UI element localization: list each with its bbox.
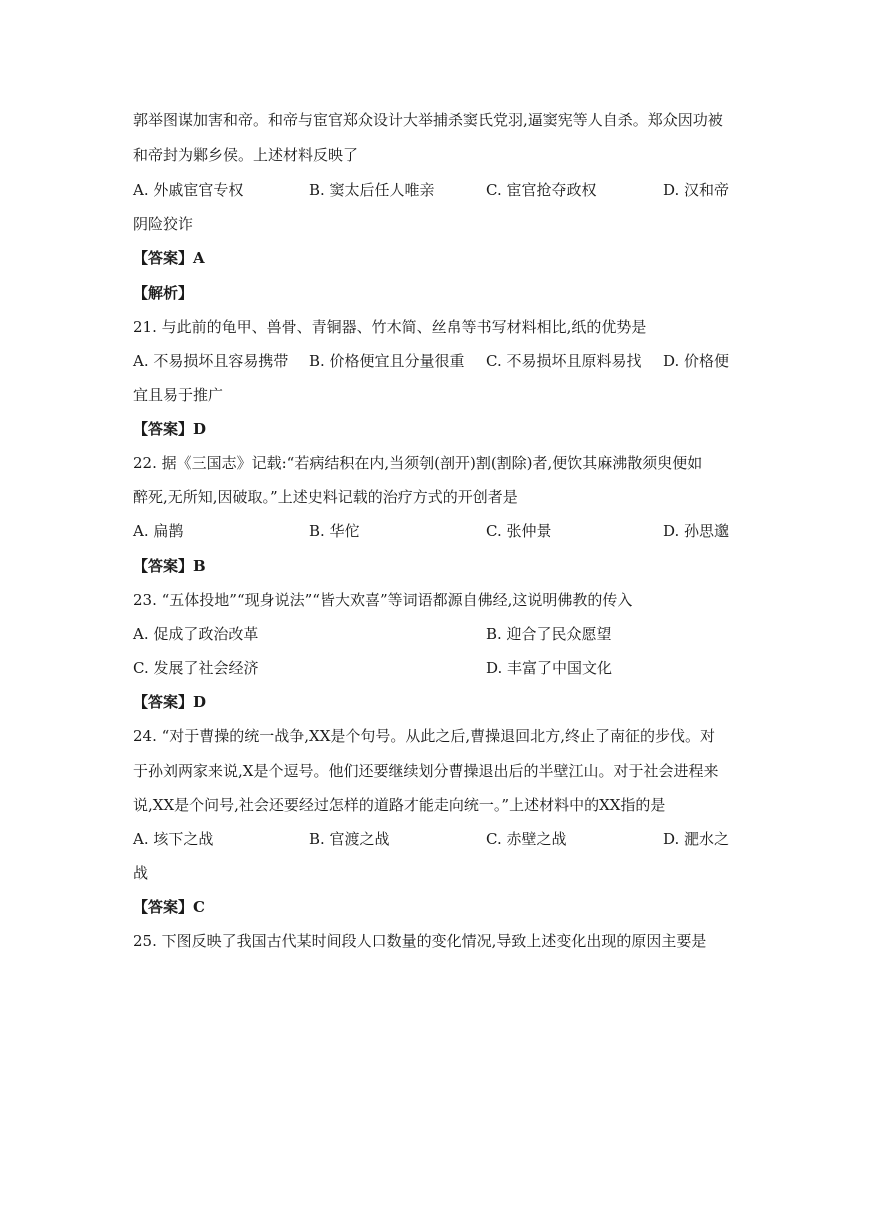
q22-option-c: C. 张仲景	[486, 522, 552, 540]
q22-option-d: D. 孙思邈	[663, 522, 730, 540]
q21-stem: 21. 与此前的龟甲、兽骨、青铜器、竹木简、丝帛等书写材料相比,纸的优势是	[133, 318, 647, 336]
q21-option-d-continued: 宜且易于推广	[133, 386, 224, 404]
q24-answer: 【答案】C	[133, 898, 205, 916]
q24-option-b: B. 官渡之战	[309, 830, 390, 848]
q20-answer: 【答案】A	[133, 249, 205, 267]
q24-option-d: D. 淝水之	[663, 830, 730, 848]
q21-option-d: D. 价格便	[663, 352, 730, 370]
q24-stem-line2: 于孙刘两家来说,X是个逗号。他们还要继续划分曹操退出后的半壁江山。对于社会进程来	[133, 762, 719, 780]
q24-option-c: C. 赤壁之战	[486, 830, 567, 848]
q23-answer: 【答案】D	[133, 693, 207, 711]
q20-option-d: D. 汉和帝	[663, 181, 730, 199]
q24-option-d-continued: 战	[133, 864, 149, 882]
q25-stem: 25. 下图反映了我国古代某时间段人口数量的变化情况,导致上述变化出现的原因主要是	[133, 932, 707, 950]
q20-stem-line2: 和帝封为鄛乡侯。上述材料反映了	[133, 146, 359, 164]
q24-option-a: A. 垓下之战	[133, 830, 214, 848]
q23-option-b: B. 迎合了民众愿望	[486, 625, 612, 643]
q24-stem-line1: 24. “对于曹操的统一战争,XX是个句号。从此之后,曹操退回北方,终止了南征的步伐。对	[133, 727, 715, 745]
q23-option-c: C. 发展了社会经济	[133, 659, 259, 677]
q22-option-b: B. 华佗	[309, 522, 360, 540]
q22-stem-line2: 醉死,无所知,因破取。”上述史料记载的治疗方式的开创者是	[133, 488, 518, 506]
q20-option-d-continued: 阴险狡诈	[133, 215, 194, 233]
q21-answer: 【答案】D	[133, 420, 207, 438]
q23-option-a: A. 促成了政治改革	[133, 625, 259, 643]
q22-option-a: A. 扁鹊	[133, 522, 184, 540]
q23-option-d: D. 丰富了中国文化	[486, 659, 613, 677]
q21-option-b: B. 价格便宜且分量很重	[309, 352, 465, 370]
q21-option-c: C. 不易损坏且原料易找	[486, 352, 642, 370]
q23-stem: 23. “五体投地”“现身说法”“皆大欢喜”等词语都源自佛经,这说明佛教的传入	[133, 591, 633, 609]
q20-option-c: C. 宦官抢夺政权	[486, 181, 597, 199]
q20-analysis: 【解析】	[133, 284, 194, 302]
q20-option-b: B. 窦太后任人唯亲	[309, 181, 435, 199]
q21-option-a: A. 不易损坏且容易携带	[133, 352, 289, 370]
q22-answer: 【答案】B	[133, 557, 206, 575]
q24-stem-line3: 说,XX是个问号,社会还要经过怎样的道路才能走向统一。”上述材料中的XX指的是	[133, 796, 666, 814]
q20-stem-line1: 郭举图谋加害和帝。和帝与宦官郑众设计大举捕杀窦氏党羽,逼窦宪等人自杀。郑众因功被	[133, 111, 723, 129]
q20-option-a: A. 外戚宦官专权	[133, 181, 244, 199]
q22-stem-line1: 22. 据《三国志》记载:“若病结积在内,当须刳(剖开)割(割除)者,便饮其麻沸散须臾便如	[133, 454, 703, 472]
